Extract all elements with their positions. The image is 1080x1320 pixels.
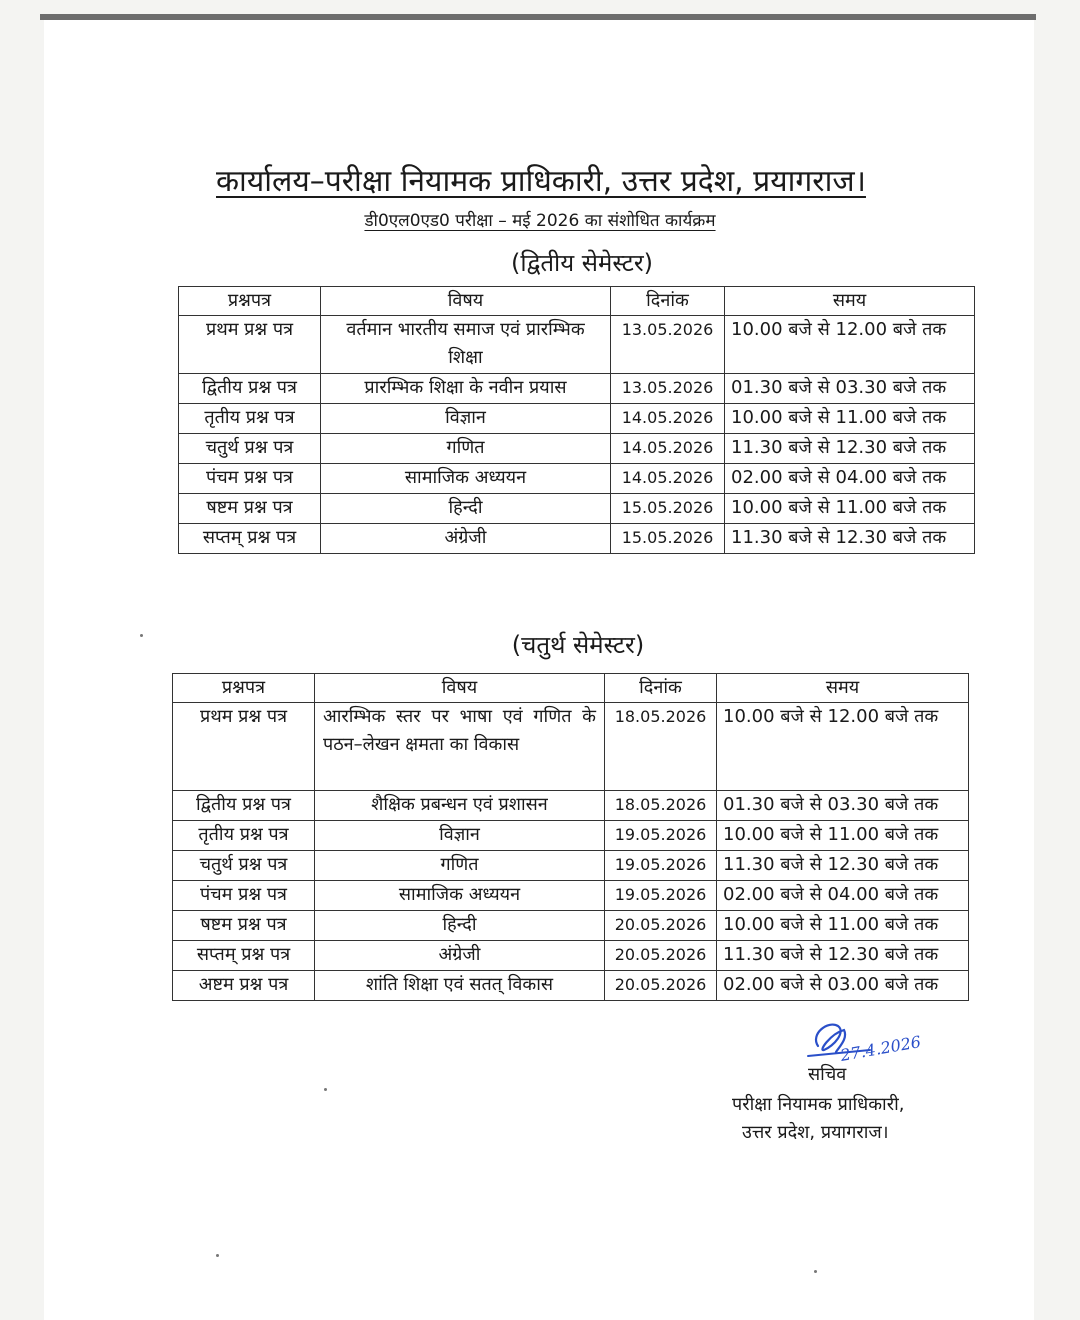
time-cell: 10.00 बजे से 12.00 बजे तक: [725, 316, 975, 374]
time-cell: 10.00 बजे से 11.00 बजे तक: [717, 821, 969, 851]
time-cell: 10.00 बजे से 12.00 बजे तक: [717, 703, 969, 791]
date-cell: 20.05.2026: [605, 941, 717, 971]
paper-cell: द्वितीय प्रश्न पत्र: [179, 374, 321, 404]
scan-speck: [140, 634, 143, 637]
paper-cell: षष्टम प्रश्न पत्र: [179, 494, 321, 524]
time-cell: 10.00 बजे से 11.00 बजे तक: [725, 494, 975, 524]
column-header-paper: प्रश्नपत्र: [173, 674, 315, 703]
date-cell: 18.05.2026: [605, 791, 717, 821]
semester-4-rows: [173, 703, 969, 1001]
date-cell: 14.05.2026: [611, 464, 725, 494]
subject-cell: सामाजिक अध्ययन: [321, 464, 611, 494]
time-cell: 01.30 बजे से 03.30 बजे तक: [725, 374, 975, 404]
date-cell: 19.05.2026: [605, 821, 717, 851]
column-header-subject: विषय: [315, 674, 605, 703]
time-cell: 11.30 बजे से 12.30 बजे तक: [717, 941, 969, 971]
date-cell: 18.05.2026: [605, 703, 717, 791]
subject-cell: गणित: [321, 434, 611, 464]
date-cell: 19.05.2026: [605, 881, 717, 911]
date-cell: 13.05.2026: [611, 316, 725, 374]
semester-2-rows: [179, 316, 975, 554]
date-cell: 14.05.2026: [611, 434, 725, 464]
table-row: [173, 911, 969, 941]
signatory-designation: सचिव: [808, 1064, 847, 1085]
time-cell: 11.30 बजे से 12.30 बजे तक: [725, 524, 975, 554]
time-cell: 11.30 बजे से 12.30 बजे तक: [725, 434, 975, 464]
paper-cell: षष्टम प्रश्न पत्र: [173, 911, 315, 941]
date-cell: 13.05.2026: [611, 374, 725, 404]
table-row: [179, 464, 975, 494]
table-row: [173, 941, 969, 971]
subject-cell: विज्ञान: [315, 821, 605, 851]
semester-2-heading: (द्वितीय सेमेस्टर): [510, 249, 653, 277]
subject-cell: अंग्रेजी: [315, 941, 605, 971]
semester-4-schedule-table: [172, 673, 969, 1001]
column-header-subject: विषय: [321, 287, 611, 316]
date-cell: 19.05.2026: [605, 851, 717, 881]
table-row: [179, 494, 975, 524]
column-header-time: समय: [717, 674, 969, 703]
time-cell: 02.00 बजे से 03.00 बजे तक: [717, 971, 969, 1001]
time-cell: 10.00 बजे से 11.00 बजे तक: [725, 404, 975, 434]
table-header-row: [173, 674, 969, 703]
date-cell: 20.05.2026: [605, 911, 717, 941]
subject-cell: अंग्रेजी: [321, 524, 611, 554]
exam-schedule-subtitle: डी0एल0एड0 परीक्षा – मई 2026 का संशोधित कार्यक्रम: [364, 211, 716, 231]
paper-cell: तृतीय प्रश्न पत्र: [179, 404, 321, 434]
column-header-date: दिनांक: [605, 674, 717, 703]
date-cell: 15.05.2026: [611, 524, 725, 554]
semester-2-schedule-table: [178, 286, 975, 554]
table-row: [179, 316, 975, 374]
subject-cell: आरम्भिक स्तर पर भाषा एवं गणित के पठन–लेखन क्षमता का विकास: [315, 703, 605, 791]
subject-cell: प्रारम्भिक शिक्षा के नवीन प्रयास: [321, 374, 611, 404]
paper-cell: प्रथम प्रश्न पत्र: [179, 316, 321, 374]
scan-speck: [324, 1088, 327, 1091]
table-row: [173, 851, 969, 881]
paper-cell: प्रथम प्रश्न पत्र: [173, 703, 315, 791]
subject-cell: हिन्दी: [315, 911, 605, 941]
subject-cell: गणित: [315, 851, 605, 881]
subject-cell: शैक्षिक प्रबन्धन एवं प्रशासन: [315, 791, 605, 821]
time-cell: 02.00 बजे से 04.00 बजे तक: [725, 464, 975, 494]
paper-cell: पंचम प्रश्न पत्र: [173, 881, 315, 911]
paper-cell: द्वितीय प्रश्न पत्र: [173, 791, 315, 821]
table-row: [179, 404, 975, 434]
date-cell: 14.05.2026: [611, 404, 725, 434]
time-cell: 11.30 बजे से 12.30 बजे तक: [717, 851, 969, 881]
paper-cell: चतुर्थ प्रश्न पत्र: [179, 434, 321, 464]
signatory-office-line-1: परीक्षा नियामक प्राधिकारी,: [732, 1094, 905, 1115]
subject-cell: हिन्दी: [321, 494, 611, 524]
time-cell: 02.00 बजे से 04.00 बजे तक: [717, 881, 969, 911]
time-cell: 01.30 बजे से 03.30 बजे तक: [717, 791, 969, 821]
date-cell: 15.05.2026: [611, 494, 725, 524]
table-row: [173, 881, 969, 911]
subject-cell: सामाजिक अध्ययन: [315, 881, 605, 911]
table-row: [173, 791, 969, 821]
table-row: [173, 971, 969, 1001]
paper-cell: तृतीय प्रश्न पत्र: [173, 821, 315, 851]
paper-cell: सप्तम् प्रश्न पत्र: [173, 941, 315, 971]
paper-cell: चतुर्थ प्रश्न पत्र: [173, 851, 315, 881]
paper-cell: सप्तम् प्रश्न पत्र: [179, 524, 321, 554]
column-header-time: समय: [725, 287, 975, 316]
table-row: [173, 703, 969, 791]
paper-cell: पंचम प्रश्न पत्र: [179, 464, 321, 494]
office-title: कार्यालय–परीक्षा नियामक प्राधिकारी, उत्तर प्रदेश, प्रयागराज।: [216, 164, 866, 199]
paper-cell: अष्टम प्रश्न पत्र: [173, 971, 315, 1001]
scan-speck: [814, 1270, 817, 1273]
date-cell: 20.05.2026: [605, 971, 717, 1001]
subject-cell: वर्तमान भारतीय समाज एवं प्रारम्भिक शिक्षा: [321, 316, 611, 374]
table-row: [179, 524, 975, 554]
table-row: [179, 434, 975, 464]
column-header-date: दिनांक: [611, 287, 725, 316]
subject-cell: विज्ञान: [321, 404, 611, 434]
table-row: [179, 374, 975, 404]
semester-4-heading: (चतुर्थ सेमेस्टर): [511, 631, 645, 659]
table-header-row: [179, 287, 975, 316]
signature-date: 27.4.2026: [838, 1032, 923, 1065]
subject-cell: शांति शिक्षा एवं सतत् विकास: [315, 971, 605, 1001]
scan-speck: [216, 1254, 219, 1257]
signatory-office-line-2: उत्तर प्रदेश, प्रयागराज।: [742, 1122, 889, 1143]
table-row: [173, 821, 969, 851]
column-header-paper: प्रश्नपत्र: [179, 287, 321, 316]
time-cell: 10.00 बजे से 11.00 बजे तक: [717, 911, 969, 941]
